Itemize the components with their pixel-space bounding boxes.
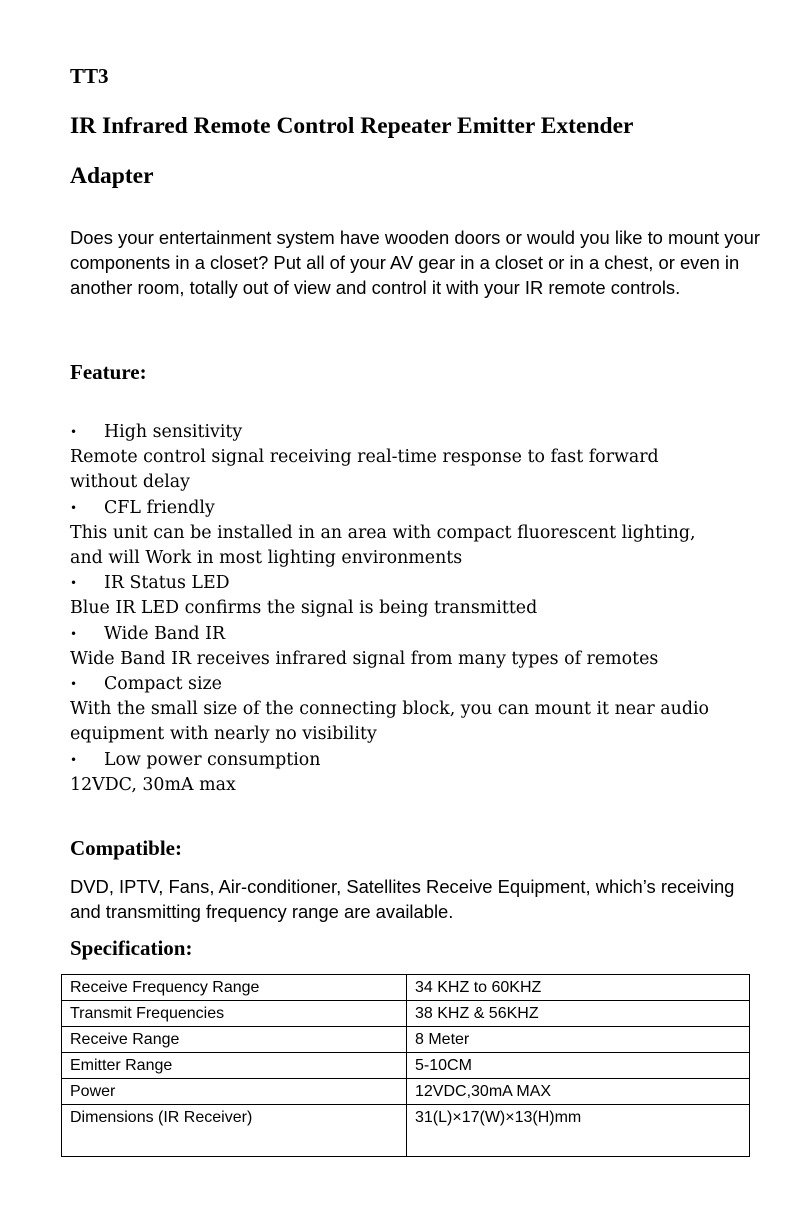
feature-item xyxy=(70,496,770,572)
spec-value: 34 KHZ to 60KHZ xyxy=(407,975,750,1001)
compatible-heading: Compatible: xyxy=(70,836,182,860)
spec-value: 31(L)×17(W)×13(H)mm xyxy=(407,1105,750,1157)
specification-table xyxy=(61,974,750,1157)
spec-label: Emitter Range xyxy=(62,1053,407,1079)
feature-title-text: Compact size xyxy=(104,674,222,695)
feature-item xyxy=(70,672,770,748)
table-row xyxy=(62,1027,750,1053)
bullet-icon: • xyxy=(70,677,78,692)
spec-value: 5-10CM xyxy=(407,1053,750,1079)
bullet-icon: • xyxy=(70,425,78,439)
feature-heading: Feature: xyxy=(70,360,147,384)
intro-paragraph: Does your entertainment system have wooden doors or would you like to mount your components in a closet? Put all of your AV gear in a closet or in a chest, or even in another room, totally out of view and control it with your IR remote controls. xyxy=(70,227,761,298)
compatible-paragraph: DVD, IPTV, Fans, Air-conditioner, Satellites Receive Equipment, which’s receiving and transmitting frequency range are available. xyxy=(70,876,735,922)
feature-description: This unit can be installed in an area with compact fluorescent lighting, and will Work in most lighting environments xyxy=(70,522,696,569)
feature-title-text: IR Status LED xyxy=(104,573,230,594)
product-title-line2: Adapter xyxy=(70,163,154,189)
product-title-line1: IR Infrared Remote Control Repeater Emitter Extender xyxy=(70,113,634,139)
model-number: TT3 xyxy=(70,64,109,88)
feature-title-text: Low power consumption xyxy=(104,749,321,770)
feature-list xyxy=(70,420,770,798)
feature-description: Remote control signal receiving real-time response to fast forward without delay xyxy=(70,447,659,493)
feature-title xyxy=(70,496,770,521)
spec-value: 12VDC,30mA MAX xyxy=(407,1079,750,1105)
table-row xyxy=(62,1105,750,1157)
feature-description: 12VDC, 30mA max xyxy=(70,774,236,795)
feature-title xyxy=(70,420,770,445)
spec-label: Receive Range xyxy=(62,1027,407,1053)
table-row xyxy=(62,1079,750,1105)
feature-description: Wide Band IR receives infrared signal from many types of remotes xyxy=(70,648,659,669)
feature-description: With the small size of the connecting block, you can mount it near audio equipment with nearly no visibility xyxy=(70,699,710,745)
feature-title-text: Wide Band IR xyxy=(104,623,226,644)
feature-description: Blue IR LED confirms the signal is being transmitted xyxy=(70,598,538,619)
table-row xyxy=(62,1053,750,1079)
bullet-icon: • xyxy=(70,752,78,767)
feature-title-text: High sensitivity xyxy=(104,422,243,442)
feature-item xyxy=(70,420,770,496)
feature-title-text: CFL friendly xyxy=(104,497,215,518)
feature-item xyxy=(70,748,770,798)
feature-item xyxy=(70,571,770,621)
feature-title xyxy=(70,571,770,596)
spec-label: Receive Frequency Range xyxy=(62,975,407,1001)
bullet-icon: • xyxy=(70,626,78,641)
feature-title xyxy=(70,748,770,773)
feature-title xyxy=(70,622,770,647)
bullet-icon: • xyxy=(70,500,78,515)
spec-value: 38 KHZ & 56KHZ xyxy=(407,1001,750,1027)
feature-title xyxy=(70,672,770,697)
spec-label: Dimensions (IR Receiver) xyxy=(62,1105,407,1157)
specification-heading: Specification: xyxy=(70,936,193,960)
spec-label: Power xyxy=(62,1079,407,1105)
table-row xyxy=(62,975,750,1001)
spec-label: Transmit Frequencies xyxy=(62,1001,407,1027)
spec-value: 8 Meter xyxy=(407,1027,750,1053)
bullet-icon: • xyxy=(70,576,78,591)
table-row xyxy=(62,1001,750,1027)
feature-item xyxy=(70,622,770,672)
